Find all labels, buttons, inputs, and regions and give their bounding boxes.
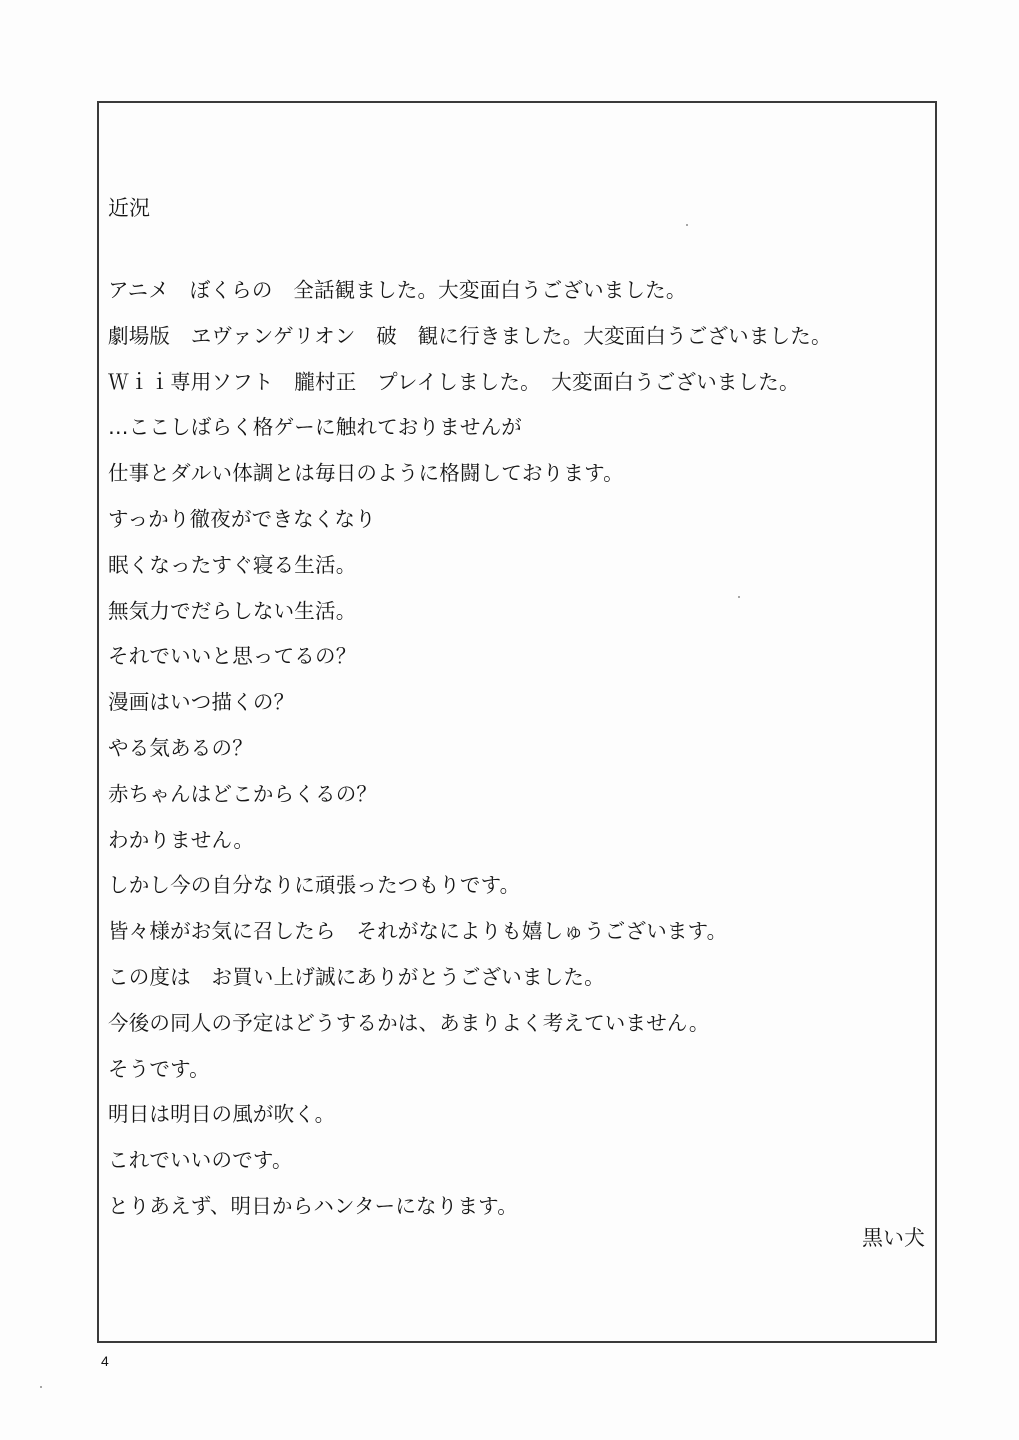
scan-speck (738, 596, 740, 598)
text-line: 明日は明日の風が吹く。 (108, 1102, 336, 1127)
text-line: わかりません。 (108, 827, 255, 852)
scan-speck (686, 224, 688, 226)
page-number: 4 (101, 1353, 109, 1369)
signature: 黒い犬 (862, 1226, 925, 1250)
text-line: この度は お買い上げ誠にありがとうございました。 (108, 964, 605, 989)
scan-speck (40, 1386, 42, 1388)
text-line: 漫画はいつ描くの？ (108, 690, 295, 715)
text-line: 無気力でだらしない生活。 (108, 598, 357, 623)
text-line: 仕事とダルい体調とは毎日のように格闘しております。 (108, 461, 624, 486)
text-line: 眠くなったすぐ寝る生活。 (108, 552, 357, 577)
text-line: Ｗｉｉ専用ソフト 朧村正 プレイしました。 大変面白うございました。 (108, 369, 800, 394)
text-line: 劇場版 ヱヴァンゲリオン 破 観に行きました。大変面白うございました。 (108, 323, 832, 348)
text-line: それでいいと思ってるの？ (108, 644, 357, 669)
text-line: やる気あるの？ (108, 735, 253, 760)
text-line: 今後の同人の予定はどうするかは、あまりよく考えていません。 (108, 1010, 710, 1035)
text-line: 赤ちゃんはどこからくるの？ (108, 781, 378, 806)
body-text (108, 273, 832, 1235)
text-line: アニメ ぼくらの 全話観ました。大変面白うございました。 (108, 278, 687, 302)
text-line: これでいいのです。 (108, 1148, 293, 1173)
text-line: すっかり徹夜ができなくなり (108, 506, 376, 531)
text-line: とりあえず、明日からハンターになります。 (108, 1193, 518, 1218)
heading: 近況 (108, 196, 150, 220)
text-line: 皆々様がお気に召したら それがなによりも嬉しゅうございます。 (108, 919, 728, 944)
text-line: そうです。 (108, 1056, 210, 1081)
text-line: しかし今の自分なりに頑張ったつもりです。 (108, 873, 521, 898)
text-line: …ここしばらく格ゲーに触れておりませんが (108, 415, 522, 440)
